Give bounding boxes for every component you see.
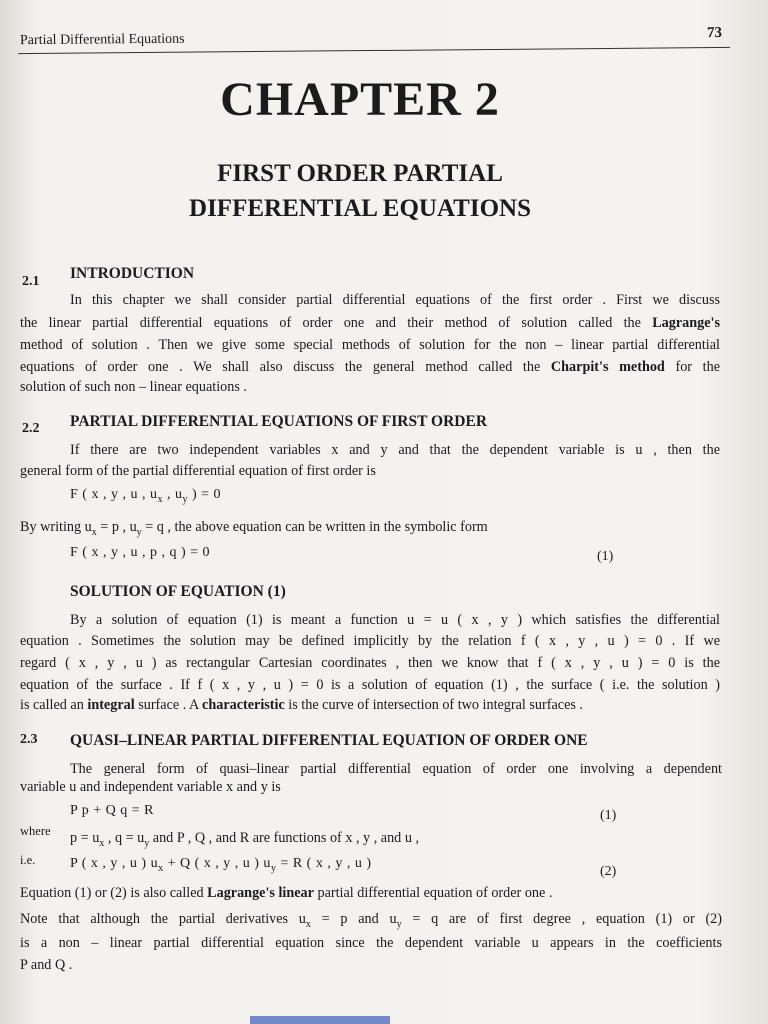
paragraph-line: By a solution of equation (1) is meant a function u = u ( x , y ) which satisfies the differential [70,612,720,628]
paragraph-line: P and Q . [20,957,73,973]
section-number: 2.1 [22,274,40,289]
bold-term: integral [87,697,135,713]
section-heading: INTRODUCTION [70,265,195,282]
section-number: 2.2 [22,421,40,436]
paragraph-line: is a non – linear partial differential equation since the dependent variable u appears in the coefficients [20,935,722,951]
where-label: where [20,824,51,838]
paragraph-line: equation of the surface . If f ( x , y , u ) = 0 is a solution of equation (1) , the surface ( i.e. the solution ) [20,677,720,693]
text-run: and P , Q , and R are functions of x , y , and u , [149,830,420,846]
text-run: surface . A [134,697,203,713]
paragraph-line: The general form of quasi–linear partial differential equation of order one involving a dependent [70,761,722,777]
equation-text: + Q ( x , y , u ) u [163,856,271,871]
ie-label: i.e. [20,853,36,867]
text-run: , q = u [104,830,145,846]
equation-text: = R ( x , y , u ) [276,856,372,871]
paragraph-line [20,518,488,542]
text-run: the linear partial differential equations of order one and their method of solution called the [20,315,653,331]
bottom-edge-artifact [250,1016,390,1024]
paragraph-line [20,884,552,902]
running-head [18,25,730,54]
chapter-title-line-2: DIFFERENTIAL EQUATIONS [189,195,531,222]
text-run: Equation (1) or (2) is also called [20,885,208,901]
equation-number: (1) [600,808,617,823]
text-run: p = u [70,830,100,846]
equation-number: (2) [600,864,617,879]
chapter-title-line-1: FIRST ORDER PARTIAL [217,160,503,187]
paragraph-line: equation . Sometimes the solution may be defined implicitly by the relation f ( x , y , u ) = 0 . If we [20,633,720,649]
bold-term: characteristic [202,697,285,713]
equation-number: (1) [597,549,614,564]
subscript: y [144,837,150,849]
text-run: partial differential equation of order one . [313,885,553,901]
text-run: for the [664,359,720,375]
equation [70,856,372,874]
equation: F ( x , y , u , p , q ) = 0 [70,545,211,560]
text-run: = p , u [96,519,137,535]
text-run: Note that although the partial derivatives u [20,911,306,927]
subscript: x [305,918,311,930]
paragraph-line: regard ( x , y , u ) as rectangular Cartesian coordinates , then we know that f ( x , y , u ) = 0 is the [20,655,720,671]
page-number: 73 [706,24,723,42]
running-head-title: Partial Differential Equations [19,31,185,49]
bold-term: Charpit's method [550,359,665,375]
paragraph-line: solution of such non – linear equations . [20,379,247,395]
text-run: = q are of first degree , equation (1) or (2) [401,911,722,927]
text-run: = p and u [310,911,397,927]
subscript: y [396,918,402,930]
text-run: is the curve of intersection of two integral surfaces . [284,697,583,713]
equation-text: ) = 0 [187,487,222,502]
section-heading: QUASI–LINEAR PARTIAL DIFFERENTIAL EQUATION OF ORDER ONE [70,732,588,749]
subscript: y [136,526,142,538]
paragraph-line [20,314,720,332]
equation-text: P ( x , y , u ) u [70,856,159,871]
paragraph-line [20,358,720,376]
subscript: x [91,526,97,538]
text-run: = q , the above equation can be written in the symbolic form [141,519,488,535]
subscript: x [157,493,163,505]
subscript: x [158,862,164,874]
paragraph-line: variable u and independent variable x and y is [20,779,281,795]
paragraph-line: general form of the partial differential equation of first order is [20,463,376,479]
text-run: equations of order one . We shall also discuss the general method called the [20,359,551,375]
paragraph-line [20,696,583,714]
equation [70,487,221,505]
section-heading: PARTIAL DIFFERENTIAL EQUATIONS OF FIRST ORDER [70,413,488,430]
subscript: y [270,862,277,874]
equation: P p + Q q = R [70,803,155,818]
paragraph-line: method of solution . Then we give some special methods of solution for the non – linear partial differential [20,337,720,353]
subscript: x [99,837,105,849]
equation-text: F ( x , y , u , u [70,487,158,502]
chapter-number: CHAPTER 2 [220,73,500,126]
section-number: 2.3 [20,732,38,747]
paragraph-line: In this chapter we shall consider partial differential equations of the first order . First we discuss [70,292,720,308]
paragraph-line [70,829,419,853]
text-run: By writing u [20,519,92,535]
subscript: y [182,493,188,505]
subsection-heading: SOLUTION OF EQUATION (1) [70,583,286,600]
text-run: is called an [20,697,88,713]
equation-text: , u [162,487,183,502]
bold-term: Lagrange's [652,315,720,331]
paragraph-line [20,910,722,934]
bold-term: Lagrange's linear [207,885,314,901]
paragraph-line: If there are two independent variables x and y and that the dependent variable is u , then the [70,442,720,458]
